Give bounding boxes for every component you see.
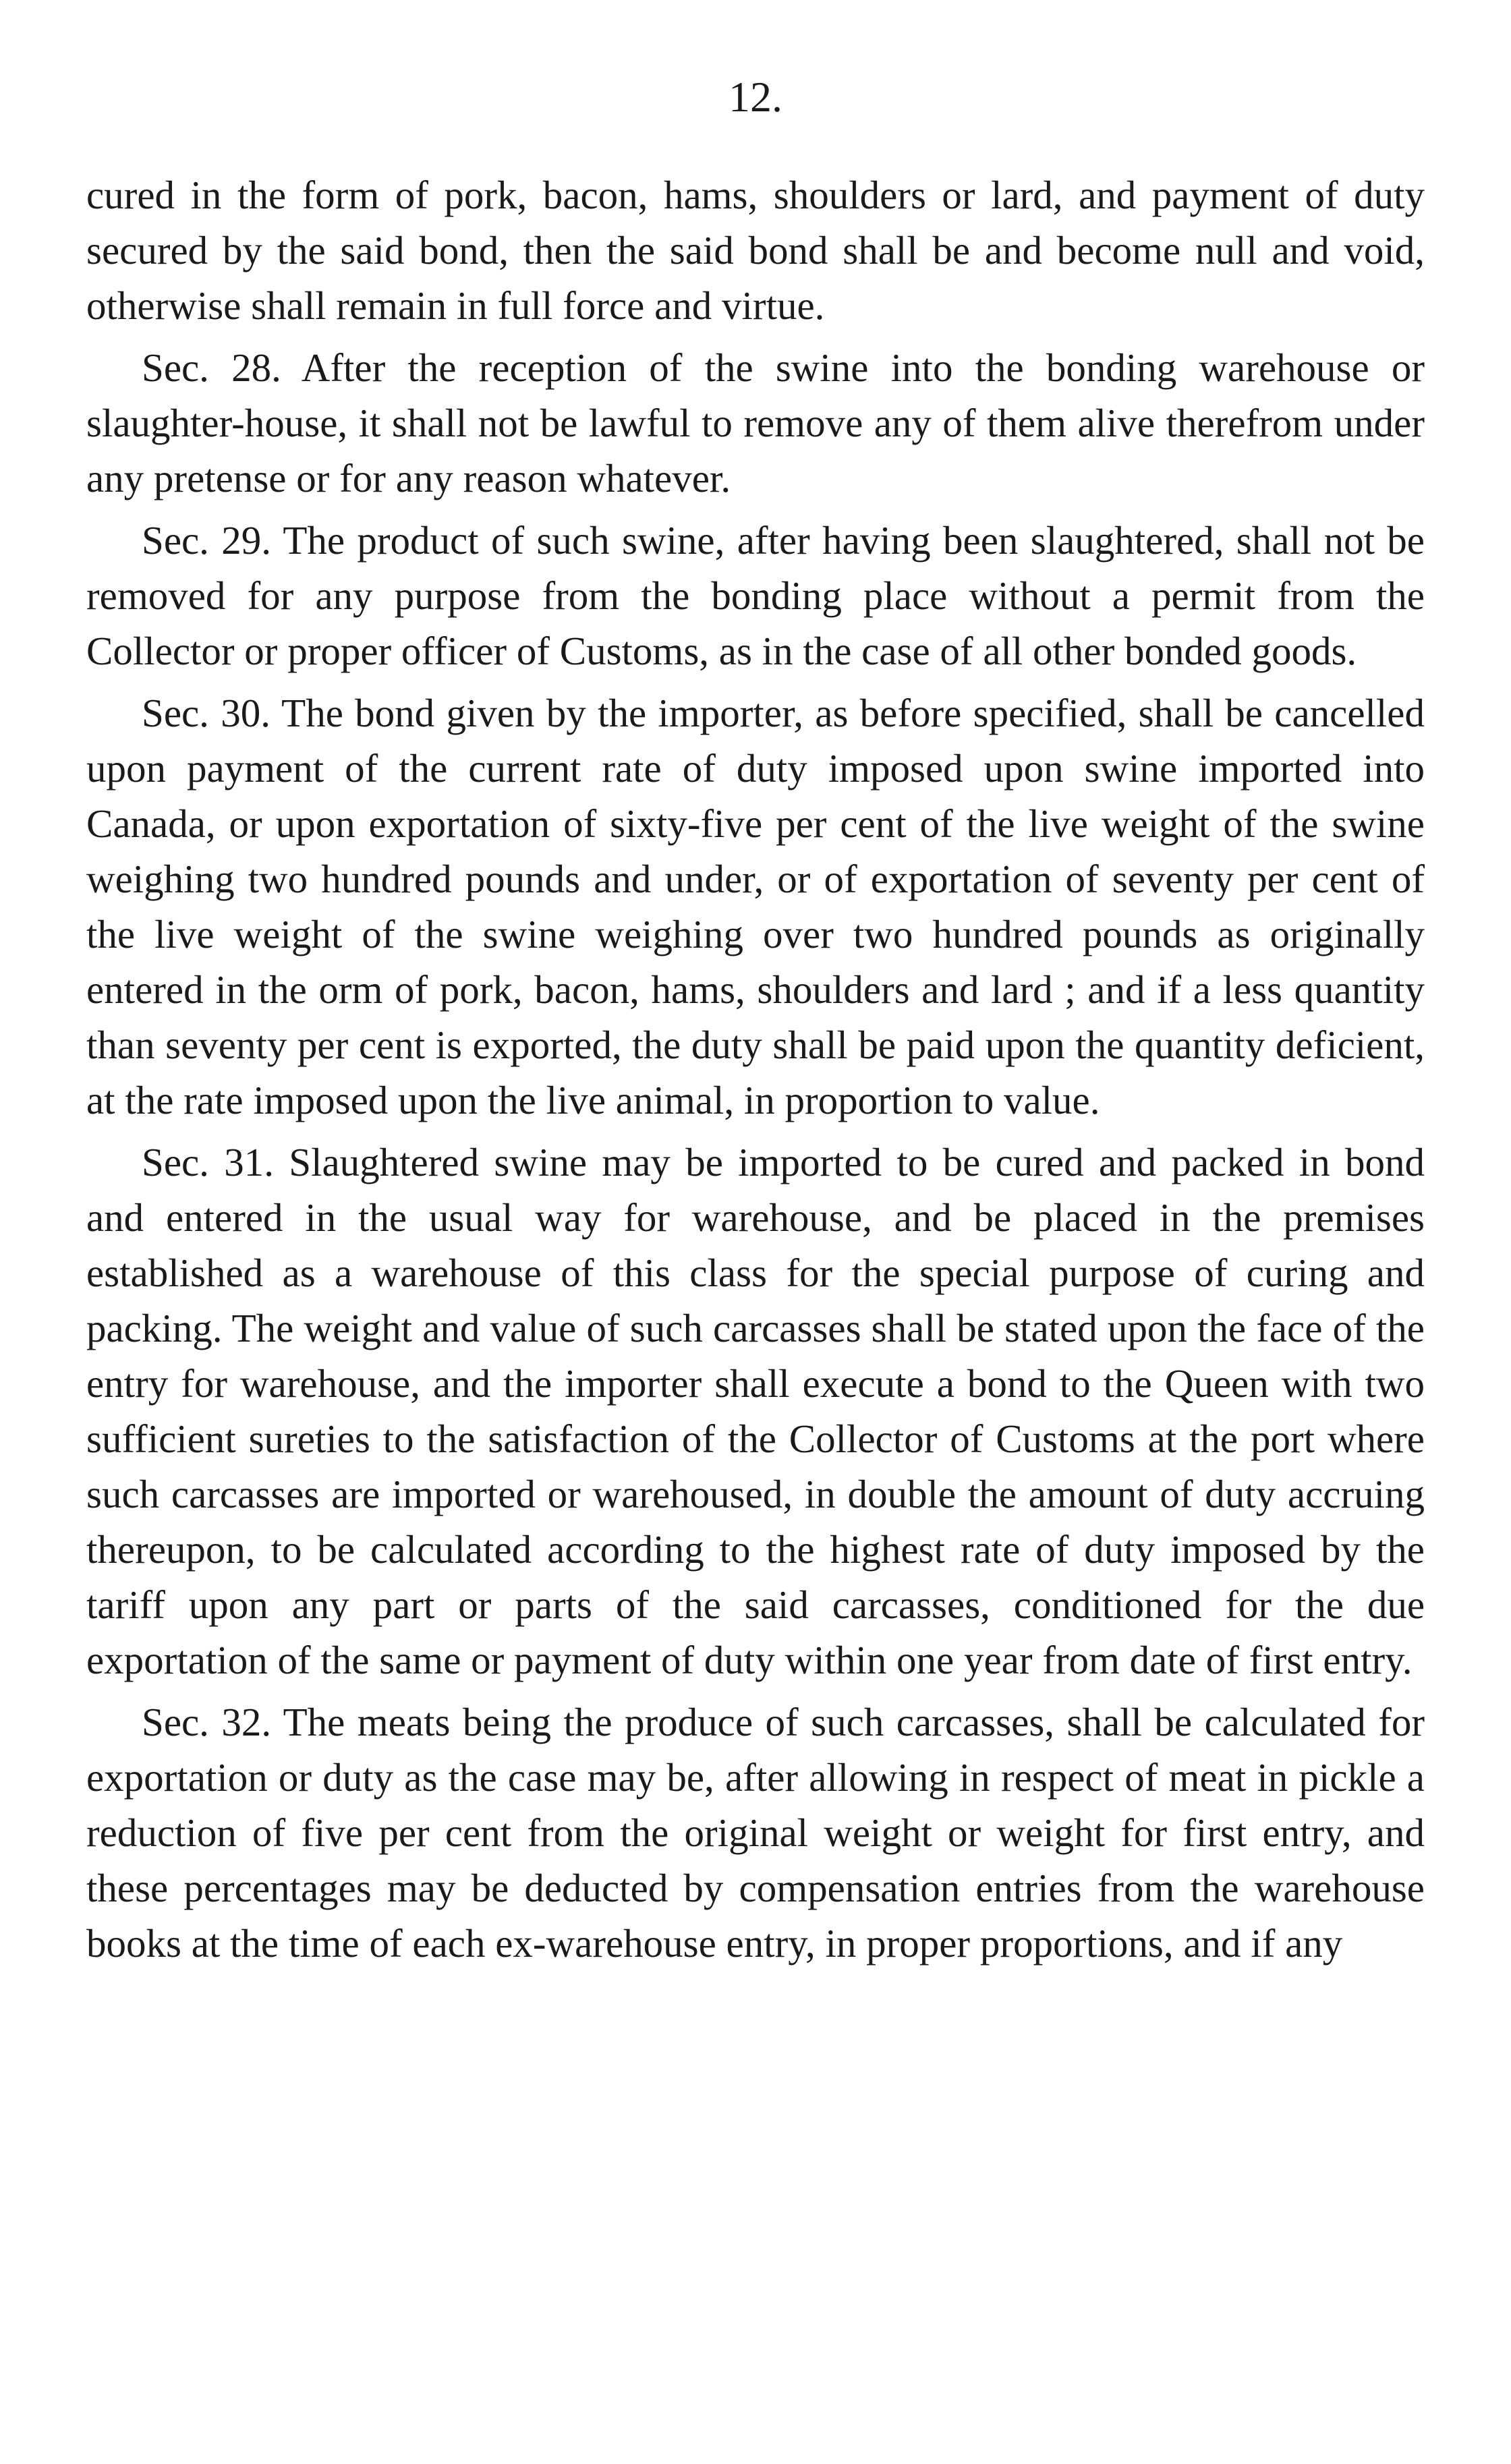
page-number: 12. — [729, 73, 782, 121]
paragraph-sec-28: Sec. 28. After the reception of the swine into the bonding warehouse or slaughter-house, it shall not be lawful to remove any of them alive therefrom under any pretense or for any reason whatever. — [86, 345, 1425, 500]
paragraph-continuation: cured in the form of pork, bacon, hams, shoulders or lard, and payment of duty secured by the said bond, then the said bond shall be and become null and void, otherwise shall remain in full force and virtue. — [86, 173, 1425, 328]
paragraph-sec-29: Sec. 29. The product of such swine, after having been slaughtered, shall not be removed for any purpose from the bonding place without a permit from the Collector or proper officer of Customs, as in the case of all other bonded goods. — [86, 518, 1425, 673]
paragraph-sec-30: Sec. 30. The bond given by the importer, as before specified, shall be cancelled upon payment of the current rate of duty imposed upon swine imported into Canada, or upon exportation of sixty-five per cent of the live weight of the swine weighing two hundred pounds and under, or of exportation of seventy per cent of the live weight of the swine weighing over two hundred pounds as originally entered in the orm of pork, bacon, hams, shoulders and lard ; and if a less quantity than seventy per cent is exported, the duty shall be paid upon the quantity deficient, at the rate imposed upon the live animal, in proportion to value. — [86, 691, 1425, 1122]
body-text — [86, 167, 1425, 1971]
paragraph-sec-32: Sec. 32. The meats being the produce of such carcasses, shall be calculated for exportation or duty as the case may be, after allowing in respect of meat in pickle a reduction of five per cent from the original weight or weight for first entry, and these percentages may be deducted by compensation entries from the warehouse books at the time of each ex-warehouse entry, in proper proportions, and if any — [86, 1700, 1425, 1966]
paragraph-sec-31: Sec. 31. Slaughtered swine may be imported to be cured and packed in bond and entered in the usual way for warehouse, and be placed in the premises established as a warehouse of this class for the special purpose of curing and packing. The weight and value of such carcasses shall be stated upon the face of the entry for warehouse, and the importer shall execute a bond to the Queen with two sufficient sureties to the satisfaction of the Collector of Customs at the port where such carcasses are imported or warehoused, in double the amount of duty accruing thereupon, to be calculated according to the highest rate of duty imposed by the tariff upon any part or parts of the said carcasses, conditioned for the due exportation of the same or payment of duty within one year from date of first entry. — [86, 1140, 1425, 1682]
